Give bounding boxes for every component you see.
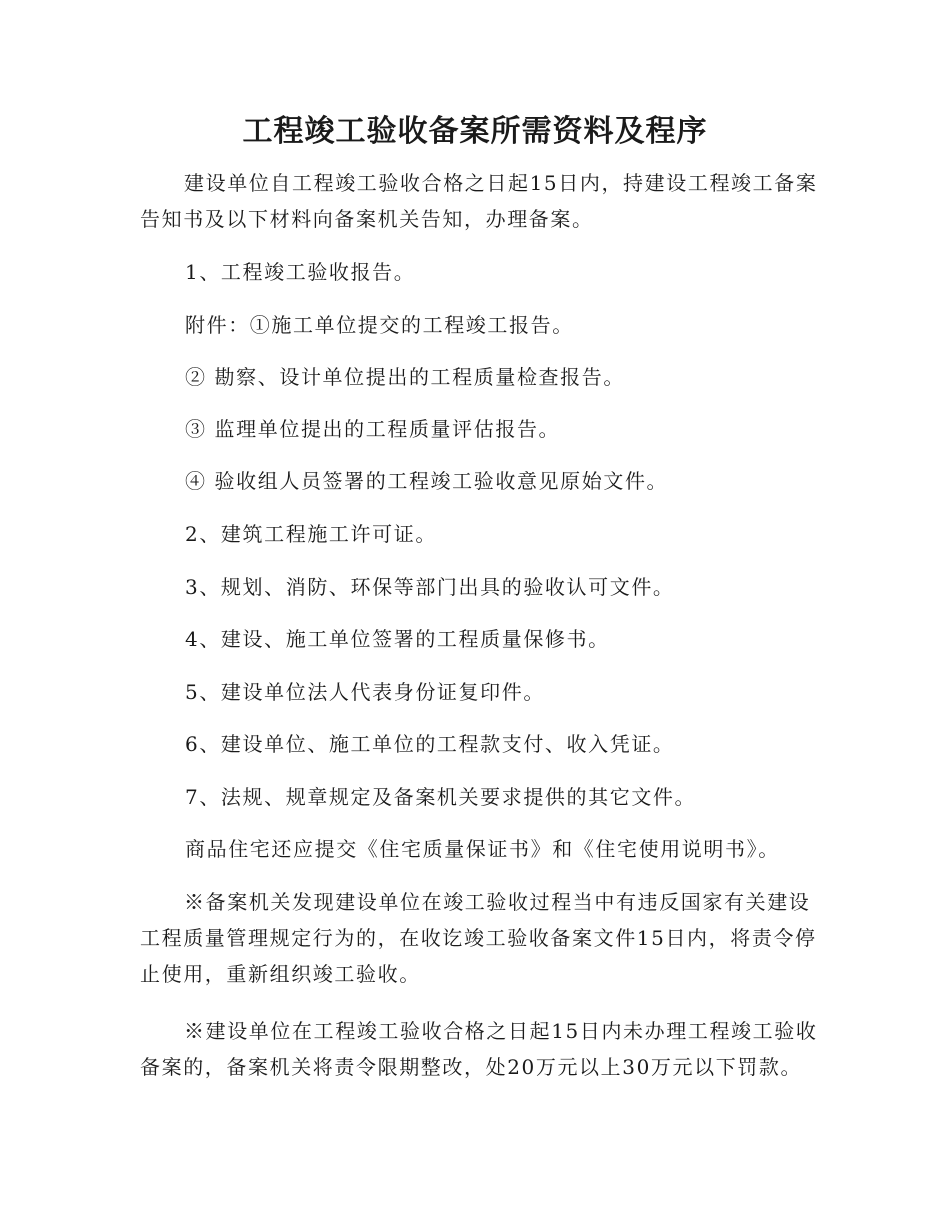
list-item: ③ 监理单位提出的工程质量评估报告。: [185, 417, 561, 441]
list-item: 3、规划、消防、环保等部门出具的验收认可文件。: [185, 575, 675, 599]
list-item: 商品住宅还应提交《住宅质量保证书》和《住宅使用说明书》。: [185, 837, 780, 861]
note-paragraph: ※建设单位在工程竣工验收合格之日起15日内未办理工程竣工验收备案的，备案机关将责令限期整改，处20万元以上30万元以下罚款。: [140, 1019, 818, 1079]
list-item: 附件：①施工单位提交的工程竣工报告。: [185, 313, 574, 337]
list-item: ② 勘察、设计单位提出的工程质量检查报告。: [185, 365, 625, 389]
list-item: 5、建设单位法人代表身份证复印件。: [185, 680, 545, 704]
list-item: 2、建筑工程施工许可证。: [185, 522, 437, 546]
note-paragraph: ※备案机关发现建设单位在竣工验收过程当中有违反国家有关建设工程质量管理规定行为的，在收讫竣工验收备案文件15日内，将责令停止使用，重新组织竣工验收。: [140, 890, 817, 986]
list-item: 7、法规、规章规定及备案机关要求提供的其它文件。: [185, 785, 697, 809]
list-item: 1、工程竣工验收报告。: [185, 260, 416, 284]
intro-paragraph: 建设单位自工程竣工验收合格之日起15日内，持建设工程竣工备案告知书及以下材料向备案机关告知，办理备案。: [140, 171, 818, 231]
list-item: ④ 验收组人员签署的工程竣工验收意见原始文件。: [185, 469, 669, 493]
list-item: 6、建设单位、施工单位的工程款支付、收入凭证。: [185, 732, 675, 756]
document-title: 工程竣工验收备案所需资料及程序: [242, 114, 708, 149]
list-item: 4、建设、施工单位签署的工程质量保修书。: [185, 627, 610, 651]
